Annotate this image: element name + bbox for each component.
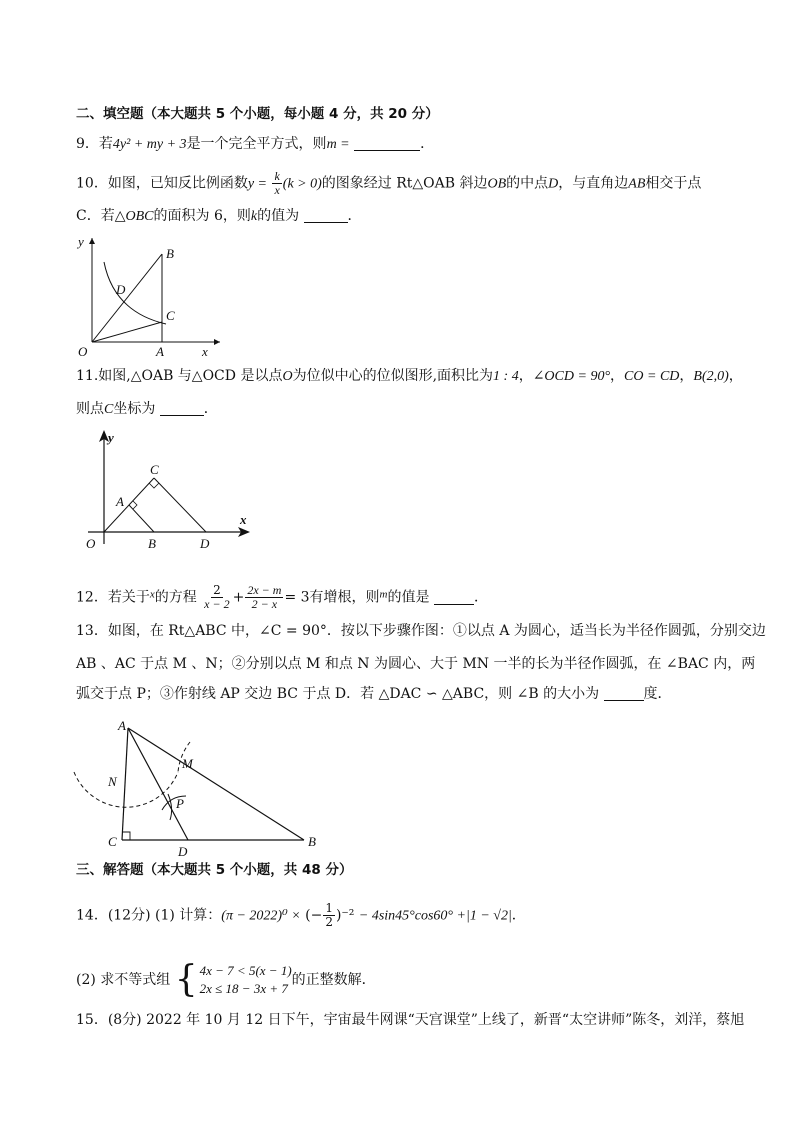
label-o: O <box>78 344 88 359</box>
segment-ad <box>128 728 188 840</box>
figure-q11 <box>78 428 268 554</box>
right-angle-c <box>149 483 159 488</box>
label-n: N <box>108 774 117 789</box>
label-m: M <box>182 756 193 771</box>
label-b: B <box>308 834 316 849</box>
label-a: A <box>156 344 164 359</box>
question-14-part-2: (2) 求不等式组 { 4x − 7 < 5(x − 1) 2x ≤ 18 − 3x + 7 的正整数解． <box>76 959 376 1000</box>
label-d: D <box>178 844 188 858</box>
label-y: y <box>78 234 84 249</box>
answer-blank-9[interactable] <box>354 136 420 151</box>
label-a: A <box>116 494 124 509</box>
question-10-line-2: C．若△OBC的面积为 6，则k的值为 ． <box>76 208 362 224</box>
answer-blank-12[interactable] <box>434 590 474 605</box>
label-x: x <box>202 344 208 359</box>
question-13-line-1: 13．如图，在 Rt△ABC 中，∠C = 90°．按以下步骤作图：①以点 A 为圆心，适当长为半径作圆弧，分别交边 <box>76 623 766 639</box>
section-2-title: 二、填空题（本大题共 5 个小题，每小题 4 分，共 20 分） <box>76 106 439 122</box>
question-9: 9．若4y² + my + 3是一个完全平方式，则m = ． <box>76 136 435 152</box>
question-13-line-2: AB 、AC 于点 M 、N；②分别以点 M 和点 N 为圆心、大于 MN 一半的长为半径作圆弧，在 ∠BAC 内，两 <box>76 656 756 672</box>
right-angle-a <box>133 501 137 509</box>
segment-ob <box>92 254 162 342</box>
question-11-line-2: 则点C坐标为 ． <box>76 401 218 417</box>
question-11-line-1: 11.如图,△OAB 与△OCD 是以点O为位似中心的位似图形,面积比为1 : 4，∠OCD = 90°，CO = CD，B(2,0)， <box>76 368 743 384</box>
fraction-2: $\frac{2x - m}{2 - x}$ <box>247 583 282 611</box>
figure-q13 <box>66 712 336 858</box>
label-o: O <box>86 536 96 551</box>
segment-ab <box>129 505 154 532</box>
label-a: A <box>118 718 126 733</box>
inequality-system: { 4x − 7 < 5(x − 1) 2x ≤ 18 − 3x + 7 <box>174 959 292 1000</box>
question-10-line-1: 10．如图，已知反比例函数y = $\frac{k}{x}$ (k > 0)的图象经过 Rt△OAB 斜边OB的中点D，与直角边AB相交于点 <box>76 169 702 197</box>
label-c: C <box>166 308 175 323</box>
right-angle-c <box>122 832 130 840</box>
segment-ab <box>128 728 304 840</box>
label-y: y <box>108 430 114 445</box>
label-b: B <box>148 536 156 551</box>
fraction-k-over-x: $\frac{k}{x}$ <box>274 169 280 197</box>
label-c: C <box>108 834 117 849</box>
figure-q10 <box>70 232 230 362</box>
segment-cd <box>154 478 206 532</box>
answer-blank-10[interactable] <box>304 208 348 223</box>
arc-dashed <box>74 742 190 807</box>
label-c: C <box>150 462 159 477</box>
x-axis-arrow <box>214 339 220 345</box>
label-x: x <box>240 512 247 527</box>
segment-oc <box>92 322 162 342</box>
question-14-part-1: 14．(12分) (1) 计算：(π − 2022)⁰ × (− $\frac{1}{2}$ )⁻² − 4sin45°cos60° +|1 − √2|． <box>76 901 526 929</box>
answer-blank-13[interactable] <box>604 686 644 701</box>
label-d: D <box>116 282 126 297</box>
answer-blank-11[interactable] <box>160 401 204 416</box>
label-d: D <box>200 536 210 551</box>
y-axis-arrow <box>89 238 95 244</box>
label-b: B <box>166 246 174 261</box>
question-13-line-3: 弧交于点 P；③作射线 AP 交边 BC 于点 D．若 △DAC ∽ △ABC，则 ∠B 的大小为 度． <box>76 686 672 702</box>
section-3-title: 三、解答题（本大题共 5 个小题，共 48 分） <box>76 862 353 878</box>
question-15: 15．(8分) 2022 年 10 月 12 日下午，宇宙最牛网课“天宫课堂”上线了，新晋“太空讲师”陈冬，刘洋，蔡旭 <box>76 1012 745 1028</box>
question-12: 12．若关于$^x$的方程 $\frac{2}{x - 2}$ + $\frac{2x - m}{2 - x}$ = 3有增根，则$^m$的值是 ． <box>76 583 488 611</box>
segment-ac <box>122 728 128 840</box>
fraction-1: $\frac{2}{x - 2}$ <box>204 583 230 611</box>
fraction-one-half: $\frac{1}{2}$ <box>325 901 333 929</box>
label-p: P <box>176 796 184 811</box>
